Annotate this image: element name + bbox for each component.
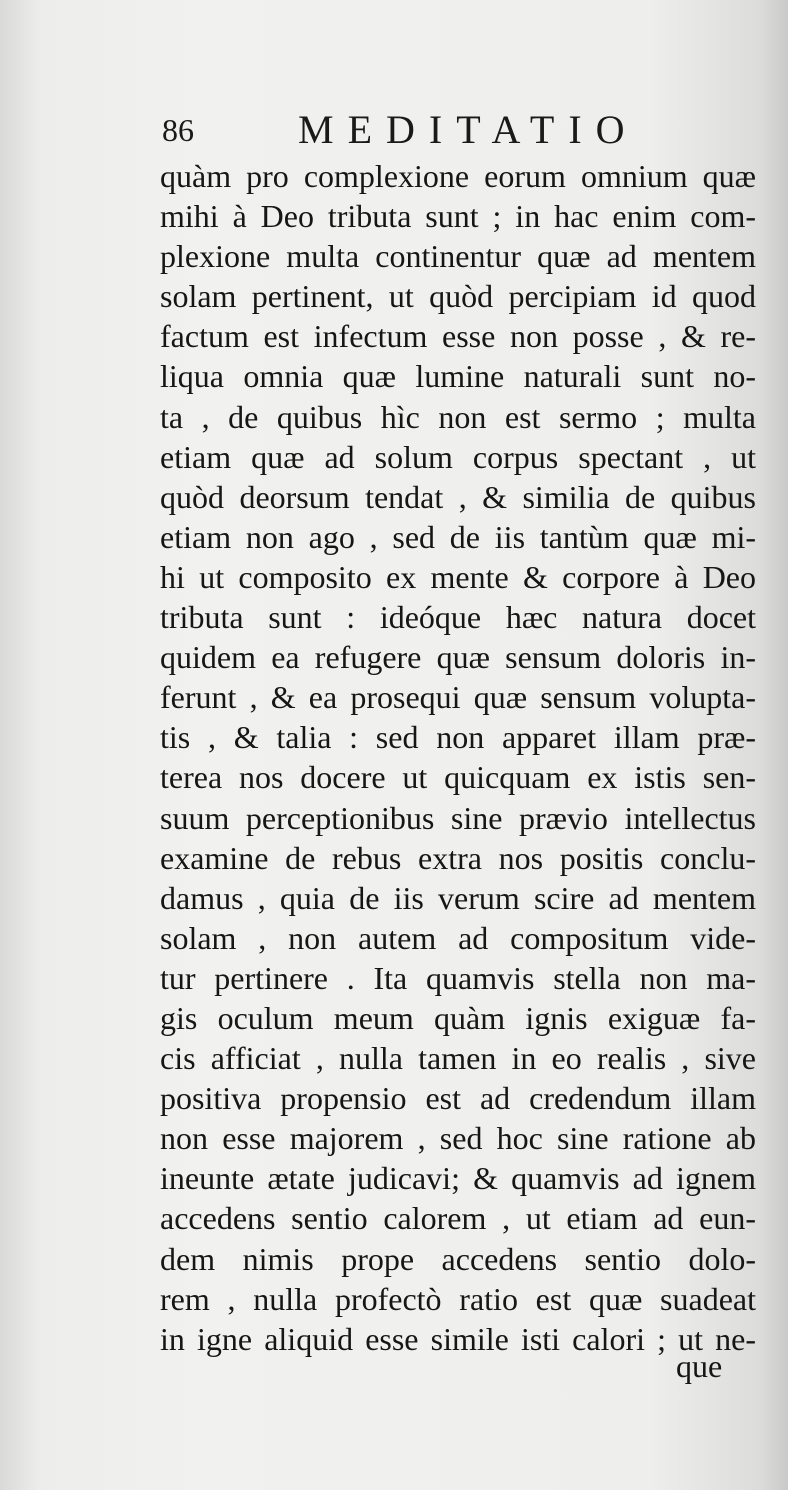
text-line: ta , de quibus hìc non est sermo ; multa bbox=[160, 398, 756, 435]
body-text bbox=[160, 156, 756, 1359]
text-line: etiam quæ ad solum corpus spectant , ut bbox=[160, 438, 756, 475]
text-line: positiva propensio est ad credendum illam bbox=[160, 1080, 756, 1117]
page-header bbox=[162, 108, 762, 152]
text-line: liqua omnia quæ lumine naturali sunt no- bbox=[160, 358, 756, 395]
text-line: factum est infectum esse non posse , & re- bbox=[160, 318, 756, 355]
page-number: 86 bbox=[162, 112, 194, 148]
running-head: MEDITATIO bbox=[298, 107, 639, 152]
text-line: suum perceptionibus sine prævio intellectus bbox=[160, 799, 756, 836]
text-line: mihi à Deo tributa sunt ; in hac enim com- bbox=[160, 198, 756, 235]
text-line: solam , non autem ad compositum vide- bbox=[160, 919, 756, 956]
text-line: quòd deorsum tendat , & similia de quibus bbox=[160, 478, 756, 515]
text-line: in igne aliquid esse simile isti calori ; ut ne- bbox=[160, 1320, 756, 1357]
text-line: solam pertinent, ut quòd percipiam id quod bbox=[160, 278, 756, 315]
text-line: hi ut composito ex mente & corpore à Deo bbox=[160, 558, 756, 595]
text-line: tributa sunt : ideóque hæc natura docet bbox=[160, 599, 756, 636]
text-line: rem , nulla profectò ratio est quæ suadeat bbox=[160, 1280, 756, 1317]
text-line: ineunte ætate judicavi; & quamvis ad ignem bbox=[160, 1160, 756, 1197]
text-line: ferunt , & ea prosequi quæ sensum volupta- bbox=[160, 679, 756, 716]
text-line: tur pertinere . Ita quamvis stella non ma- bbox=[160, 959, 756, 996]
text-line: tis , & talia : sed non apparet illam præ- bbox=[160, 719, 756, 756]
text-line: dem nimis prope accedens sentio dolo- bbox=[160, 1240, 756, 1277]
catchword: que bbox=[676, 1348, 723, 1384]
text-line: accedens sentio calorem , ut etiam ad eun- bbox=[160, 1200, 756, 1237]
text-line: etiam non ago , sed de iis tantùm quæ mi- bbox=[160, 518, 756, 555]
text-line: quidem ea refugere quæ sensum doloris in- bbox=[160, 639, 756, 676]
text-line: gis oculum meum quàm ignis exiguæ fa- bbox=[160, 999, 756, 1036]
text-line: damus , quia de iis verum scire ad mentem bbox=[160, 879, 756, 916]
text-line: non esse majorem , sed hoc sine ratione ab bbox=[160, 1120, 756, 1157]
text-line: terea nos docere ut quicquam ex istis sen- bbox=[160, 759, 756, 796]
text-line: plexione multa continentur quæ ad mentem bbox=[160, 238, 756, 275]
text-line: cis afficiat , nulla tamen in eo realis , sive bbox=[160, 1040, 756, 1077]
text-line: examine de rebus extra nos positis conclu- bbox=[160, 839, 756, 876]
text-line: quàm pro complexione eorum omnium quæ bbox=[160, 158, 756, 194]
